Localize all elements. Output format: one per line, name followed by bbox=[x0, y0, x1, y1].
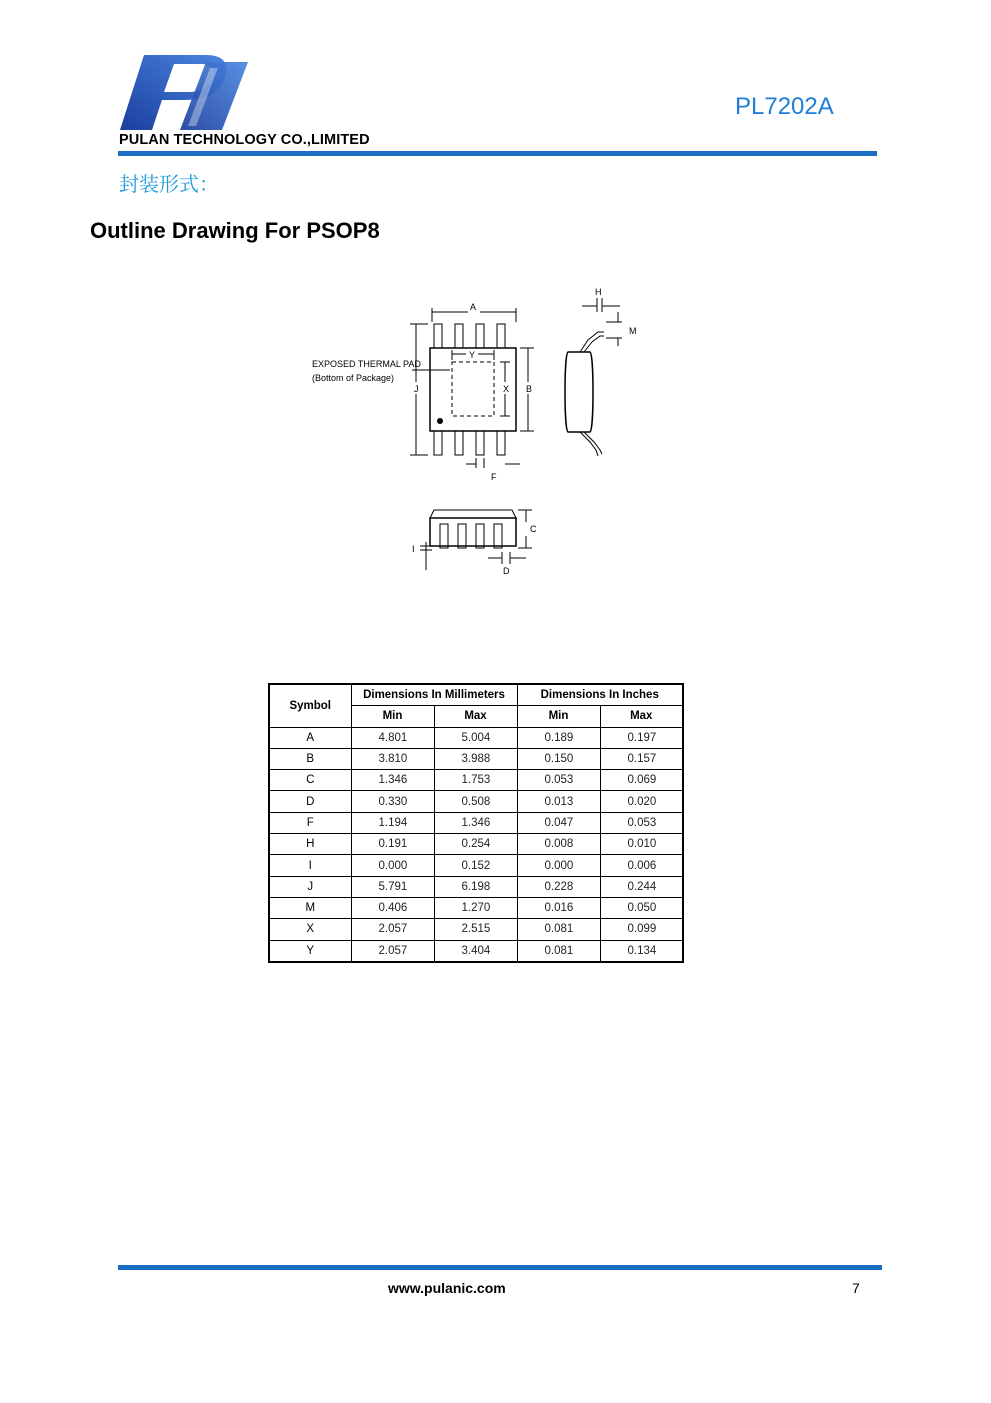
mm-min-cell: 0.330 bbox=[351, 791, 434, 812]
symbol-cell: J bbox=[269, 876, 351, 897]
page-number: 7 bbox=[852, 1280, 860, 1296]
symbol-header: Symbol bbox=[269, 684, 351, 727]
symbol-cell: X bbox=[269, 919, 351, 940]
psop8-outline-drawing bbox=[300, 282, 660, 582]
mm-max-cell: 0.152 bbox=[434, 855, 517, 876]
mm-max-cell: 1.346 bbox=[434, 812, 517, 833]
in-min-header: Min bbox=[517, 706, 600, 727]
symbol-cell: B bbox=[269, 748, 351, 769]
dim-label-x: X bbox=[503, 384, 510, 394]
dimension-table bbox=[268, 683, 684, 963]
table-row bbox=[269, 855, 683, 876]
table-row bbox=[269, 897, 683, 918]
table-row bbox=[269, 919, 683, 940]
table-row bbox=[269, 812, 683, 833]
in-max-cell: 0.010 bbox=[600, 834, 683, 855]
symbol-cell: D bbox=[269, 791, 351, 812]
company-name: PULAN TECHNOLOGY CO.,LIMITED bbox=[119, 132, 370, 148]
mm-min-cell: 0.000 bbox=[351, 855, 434, 876]
in-min-cell: 0.047 bbox=[517, 812, 600, 833]
table-row bbox=[269, 748, 683, 769]
in-min-cell: 0.150 bbox=[517, 748, 600, 769]
in-max-cell: 0.053 bbox=[600, 812, 683, 833]
mm-min-cell: 2.057 bbox=[351, 919, 434, 940]
mm-min-cell: 3.810 bbox=[351, 748, 434, 769]
symbol-cell: F bbox=[269, 812, 351, 833]
mm-min-cell: 4.801 bbox=[351, 727, 434, 748]
dim-label-i: I bbox=[412, 544, 415, 554]
mm-max-cell: 1.753 bbox=[434, 770, 517, 791]
mm-max-cell: 1.270 bbox=[434, 897, 517, 918]
mm-min-cell: 1.194 bbox=[351, 812, 434, 833]
in-max-cell: 0.006 bbox=[600, 855, 683, 876]
in-max-cell: 0.134 bbox=[600, 940, 683, 962]
mm-max-cell: 5.004 bbox=[434, 727, 517, 748]
mm-header: Dimensions In Millimeters bbox=[351, 684, 517, 706]
website-link[interactable]: www.pulanic.com bbox=[388, 1280, 506, 1296]
thermal-pad-sublabel: (Bottom of Package) bbox=[312, 373, 395, 383]
footer-divider bbox=[118, 1265, 882, 1270]
dim-label-d: D bbox=[503, 566, 510, 576]
in-min-cell: 0.053 bbox=[517, 770, 600, 791]
in-min-cell: 0.013 bbox=[517, 791, 600, 812]
mm-max-header: Max bbox=[434, 706, 517, 727]
in-max-cell: 0.020 bbox=[600, 791, 683, 812]
in-min-cell: 0.081 bbox=[517, 940, 600, 962]
inch-header: Dimensions In Inches bbox=[517, 684, 683, 706]
in-min-cell: 0.081 bbox=[517, 919, 600, 940]
in-max-cell: 0.244 bbox=[600, 876, 683, 897]
package-heading-cn: 封装形式： bbox=[119, 172, 219, 196]
in-min-cell: 0.228 bbox=[517, 876, 600, 897]
thermal-pad-label: EXPOSED THERMAL PAD bbox=[312, 359, 421, 369]
mm-max-cell: 3.988 bbox=[434, 748, 517, 769]
mm-min-cell: 0.191 bbox=[351, 834, 434, 855]
in-max-header: Max bbox=[600, 706, 683, 727]
mm-max-cell: 6.198 bbox=[434, 876, 517, 897]
in-min-cell: 0.000 bbox=[517, 855, 600, 876]
in-min-cell: 0.189 bbox=[517, 727, 600, 748]
mm-min-cell: 2.057 bbox=[351, 940, 434, 962]
dim-label-m: M bbox=[629, 326, 637, 336]
mm-min-header: Min bbox=[351, 706, 434, 727]
header-divider bbox=[118, 151, 877, 156]
symbol-cell: C bbox=[269, 770, 351, 791]
mm-max-cell: 3.404 bbox=[434, 940, 517, 962]
table-row bbox=[269, 940, 683, 962]
table-row bbox=[269, 791, 683, 812]
mm-min-cell: 0.406 bbox=[351, 897, 434, 918]
table-row bbox=[269, 876, 683, 897]
in-max-cell: 0.197 bbox=[600, 727, 683, 748]
dim-label-a: A bbox=[470, 302, 477, 312]
in-max-cell: 0.050 bbox=[600, 897, 683, 918]
symbol-cell: M bbox=[269, 897, 351, 918]
dim-label-y: Y bbox=[469, 350, 476, 360]
mm-min-cell: 1.346 bbox=[351, 770, 434, 791]
symbol-cell: H bbox=[269, 834, 351, 855]
dim-label-c: C bbox=[530, 524, 537, 534]
mm-max-cell: 0.508 bbox=[434, 791, 517, 812]
pulan-logo-icon bbox=[118, 52, 250, 132]
part-number: PL7202A bbox=[735, 93, 834, 120]
outline-drawing-title: Outline Drawing For PSOP8 bbox=[90, 218, 380, 243]
dim-label-h: H bbox=[595, 287, 602, 297]
in-max-cell: 0.069 bbox=[600, 770, 683, 791]
in-max-cell: 0.099 bbox=[600, 919, 683, 940]
table-row bbox=[269, 834, 683, 855]
table-row bbox=[269, 770, 683, 791]
symbol-cell: Y bbox=[269, 940, 351, 962]
mm-max-cell: 2.515 bbox=[434, 919, 517, 940]
dim-label-j: J bbox=[414, 384, 419, 394]
in-min-cell: 0.016 bbox=[517, 897, 600, 918]
in-min-cell: 0.008 bbox=[517, 834, 600, 855]
in-max-cell: 0.157 bbox=[600, 748, 683, 769]
table-row bbox=[269, 727, 683, 748]
dim-label-f: F bbox=[491, 472, 497, 482]
mm-min-cell: 5.791 bbox=[351, 876, 434, 897]
dim-label-b: B bbox=[526, 384, 533, 394]
symbol-cell: A bbox=[269, 727, 351, 748]
mm-max-cell: 0.254 bbox=[434, 834, 517, 855]
symbol-cell: I bbox=[269, 855, 351, 876]
